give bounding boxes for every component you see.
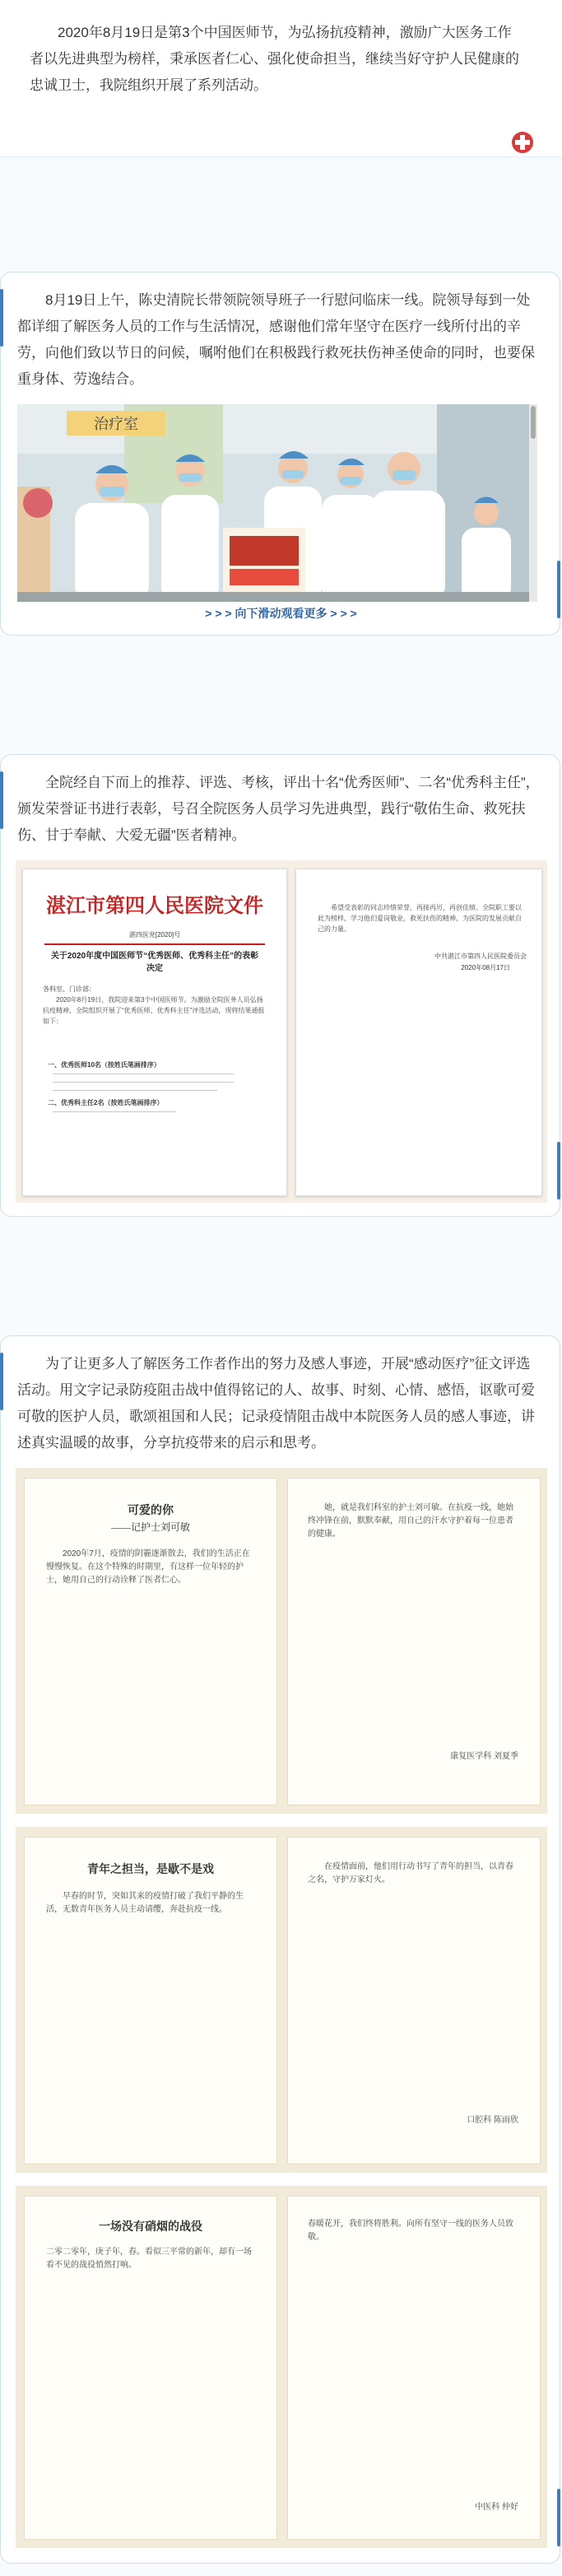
essay-1-author: 康复医学科 刘夏季 bbox=[450, 1752, 518, 1761]
essay-3-right-page bbox=[287, 2196, 541, 2540]
photo-scroll-thumb[interactable] bbox=[531, 406, 536, 439]
essay-3-right-body: 春暖花开，我们终将胜利。向所有坚守一线的医务人员致敬。 bbox=[308, 2220, 513, 2242]
award-document-spread[interactable] bbox=[16, 860, 547, 1203]
document-right-body: 希望受表彰的同志珍惜荣誉，再接再厉，再创佳绩。全院职工要以此为榜样，学习他们爱岗敬业，救死扶伤的精神，为医院的发展贡献自己的力量。 bbox=[318, 904, 522, 933]
essay-2-left-body: 早春的时节，突如其来的疫情打破了我们平静的生活，无数青年医务人员主动请缨，奔赴抗疫一线。 bbox=[46, 1892, 244, 1914]
photo-scrollbar[interactable] bbox=[529, 404, 537, 602]
swipe-hint: > > > 向下滑动观看更多 > > > bbox=[205, 607, 357, 620]
document-header: 湛江市第四人民医院文件 bbox=[46, 896, 263, 917]
document-name-row bbox=[53, 1090, 217, 1091]
essay-2-right-body: 在疫情面前，他们用行动书写了青年的担当，以青春之名，守护万家灯火。 bbox=[308, 1862, 513, 1884]
document-number: 湛四医党[2020]号 bbox=[128, 931, 181, 939]
essay-1-subtitle: ——记护士刘可敏 bbox=[110, 1521, 190, 1533]
document-title: 关于2020年度中国医师节“优秀医师、优秀科主任”的表彰决定 bbox=[50, 952, 259, 973]
essay-2-spread[interactable] bbox=[16, 1827, 547, 2173]
section-essay-card bbox=[0, 1335, 560, 2564]
document-body-intro: 2020年8月19日，我院迎来第3个中国医师节。为激励全院医务人员弘扬抗疫精神，全院组织开展了“优秀医师、优秀科主任”评选活动，现将结果通报如下： bbox=[43, 996, 265, 1025]
document-date: 2020年08月17日 bbox=[461, 964, 510, 971]
hospital-cross-icon bbox=[512, 132, 533, 153]
essay-1-right-page bbox=[287, 1478, 541, 1805]
document-red-rule bbox=[44, 943, 265, 945]
document-item-1: 一、优秀医师10名（按姓氏笔画排序） bbox=[48, 1061, 160, 1069]
essay-1-spread[interactable] bbox=[16, 1468, 547, 1814]
document-signature: 中共湛江市第四人民医院委员会 bbox=[434, 953, 527, 960]
essay-1-left-page bbox=[24, 1478, 277, 1805]
essay-1-title: 可爱的你 bbox=[128, 1505, 174, 1517]
photo-sign-text: 治疗室 bbox=[94, 416, 138, 432]
section-award-text: 全院经自下而上的推荐、评选、考核，评出十名“优秀医师”、二名“优秀科主任”，颁发荣誉证书进行表彰，号召全院医务人员学习先进典型，践行“敬佑生命、救死扶伤、甘于奉献、大爱无疆”医者精神。 bbox=[17, 775, 540, 843]
essay-1-right-body: 她，就是我们科室的护士刘可敏。在抗疫一线，她始终冲锋在前，默默奉献，用自己的汗水守护着每一位患者的健康。 bbox=[308, 1503, 513, 1539]
section-award-card bbox=[0, 754, 560, 1217]
essay-2-title: 青年之担当，是歇不是戏 bbox=[87, 1864, 214, 1876]
document-item-2: 二、优秀科主任2名（按姓氏笔画排序） bbox=[48, 1099, 164, 1106]
essay-3-left-body: 二零二零年，庚子年，春。看似三平常的新年，却有一场看不见的战役悄然打响。 bbox=[46, 2248, 252, 2270]
essay-2-right-page bbox=[287, 1837, 541, 2164]
essay-3-spread[interactable] bbox=[16, 2186, 547, 2548]
essay-3-author: 中医科 仲好 bbox=[475, 2503, 518, 2512]
intro-section bbox=[0, 0, 562, 157]
essay-2-author: 口腔科 陈雨欣 bbox=[467, 2116, 518, 2125]
document-name-row bbox=[53, 1082, 234, 1083]
section-visit-text: 8月19日上午，陈史清院长带领院领导班子一行慰问临床一线。院领导每到一处都详细了解医务人员的工作与生活情况，感谢他们常年坚守在医疗一线所付出的辛劳，向他们致以节日的问候，嘱咐他们在积极践行救死扶伤神圣使命的同时，也要保重身体、劳逸结合。 bbox=[17, 292, 535, 387]
intro-text: 2020年8月19日是第3个中国医师节，为弘扬抗疫精神，激励广大医务工作者以先进典型为榜样，秉承医者仁心、强化使命担当，继续当好守护人民健康的忠诚卫士，我院组织开展了系列活动。 bbox=[30, 25, 519, 93]
visit-photo[interactable] bbox=[17, 404, 537, 602]
document-name-row bbox=[53, 1111, 176, 1112]
document-salutation: 各科室、门诊部： bbox=[43, 985, 95, 993]
essay-3-left-page bbox=[24, 2196, 277, 2540]
essay-2-left-page bbox=[24, 1837, 277, 2164]
section-visit-card bbox=[0, 272, 560, 636]
visit-photo-illustration bbox=[17, 404, 537, 602]
essay-1-left-body: 2020年7月，疫情的阴霾逐渐散去，我们的生活正在慢慢恢复。在这个特殊的时期里，有这样一位年轻的护士，她用自己的行动诠释了医者仁心。 bbox=[46, 1549, 250, 1585]
section-essay-text: 为了让更多人了解医务工作者作出的努力及感人事迹，开展“感动医疗”征文评选活动。用文字记录防疫阻击战中值得铭记的人、故事、时刻、心情、感悟，讴歌可爱可敬的医护人员，歌颂祖国和人民；记录疫情阻击战中本院医务人员的感人事迹，讲述真实温暖的故事，分享抗疫带来的启示和思考。 bbox=[17, 1356, 535, 1451]
essay-3-title: 一场没有硝烟的战役 bbox=[99, 2221, 202, 2234]
award-document-left-page bbox=[22, 869, 287, 1196]
award-document-right-page bbox=[295, 869, 542, 1196]
